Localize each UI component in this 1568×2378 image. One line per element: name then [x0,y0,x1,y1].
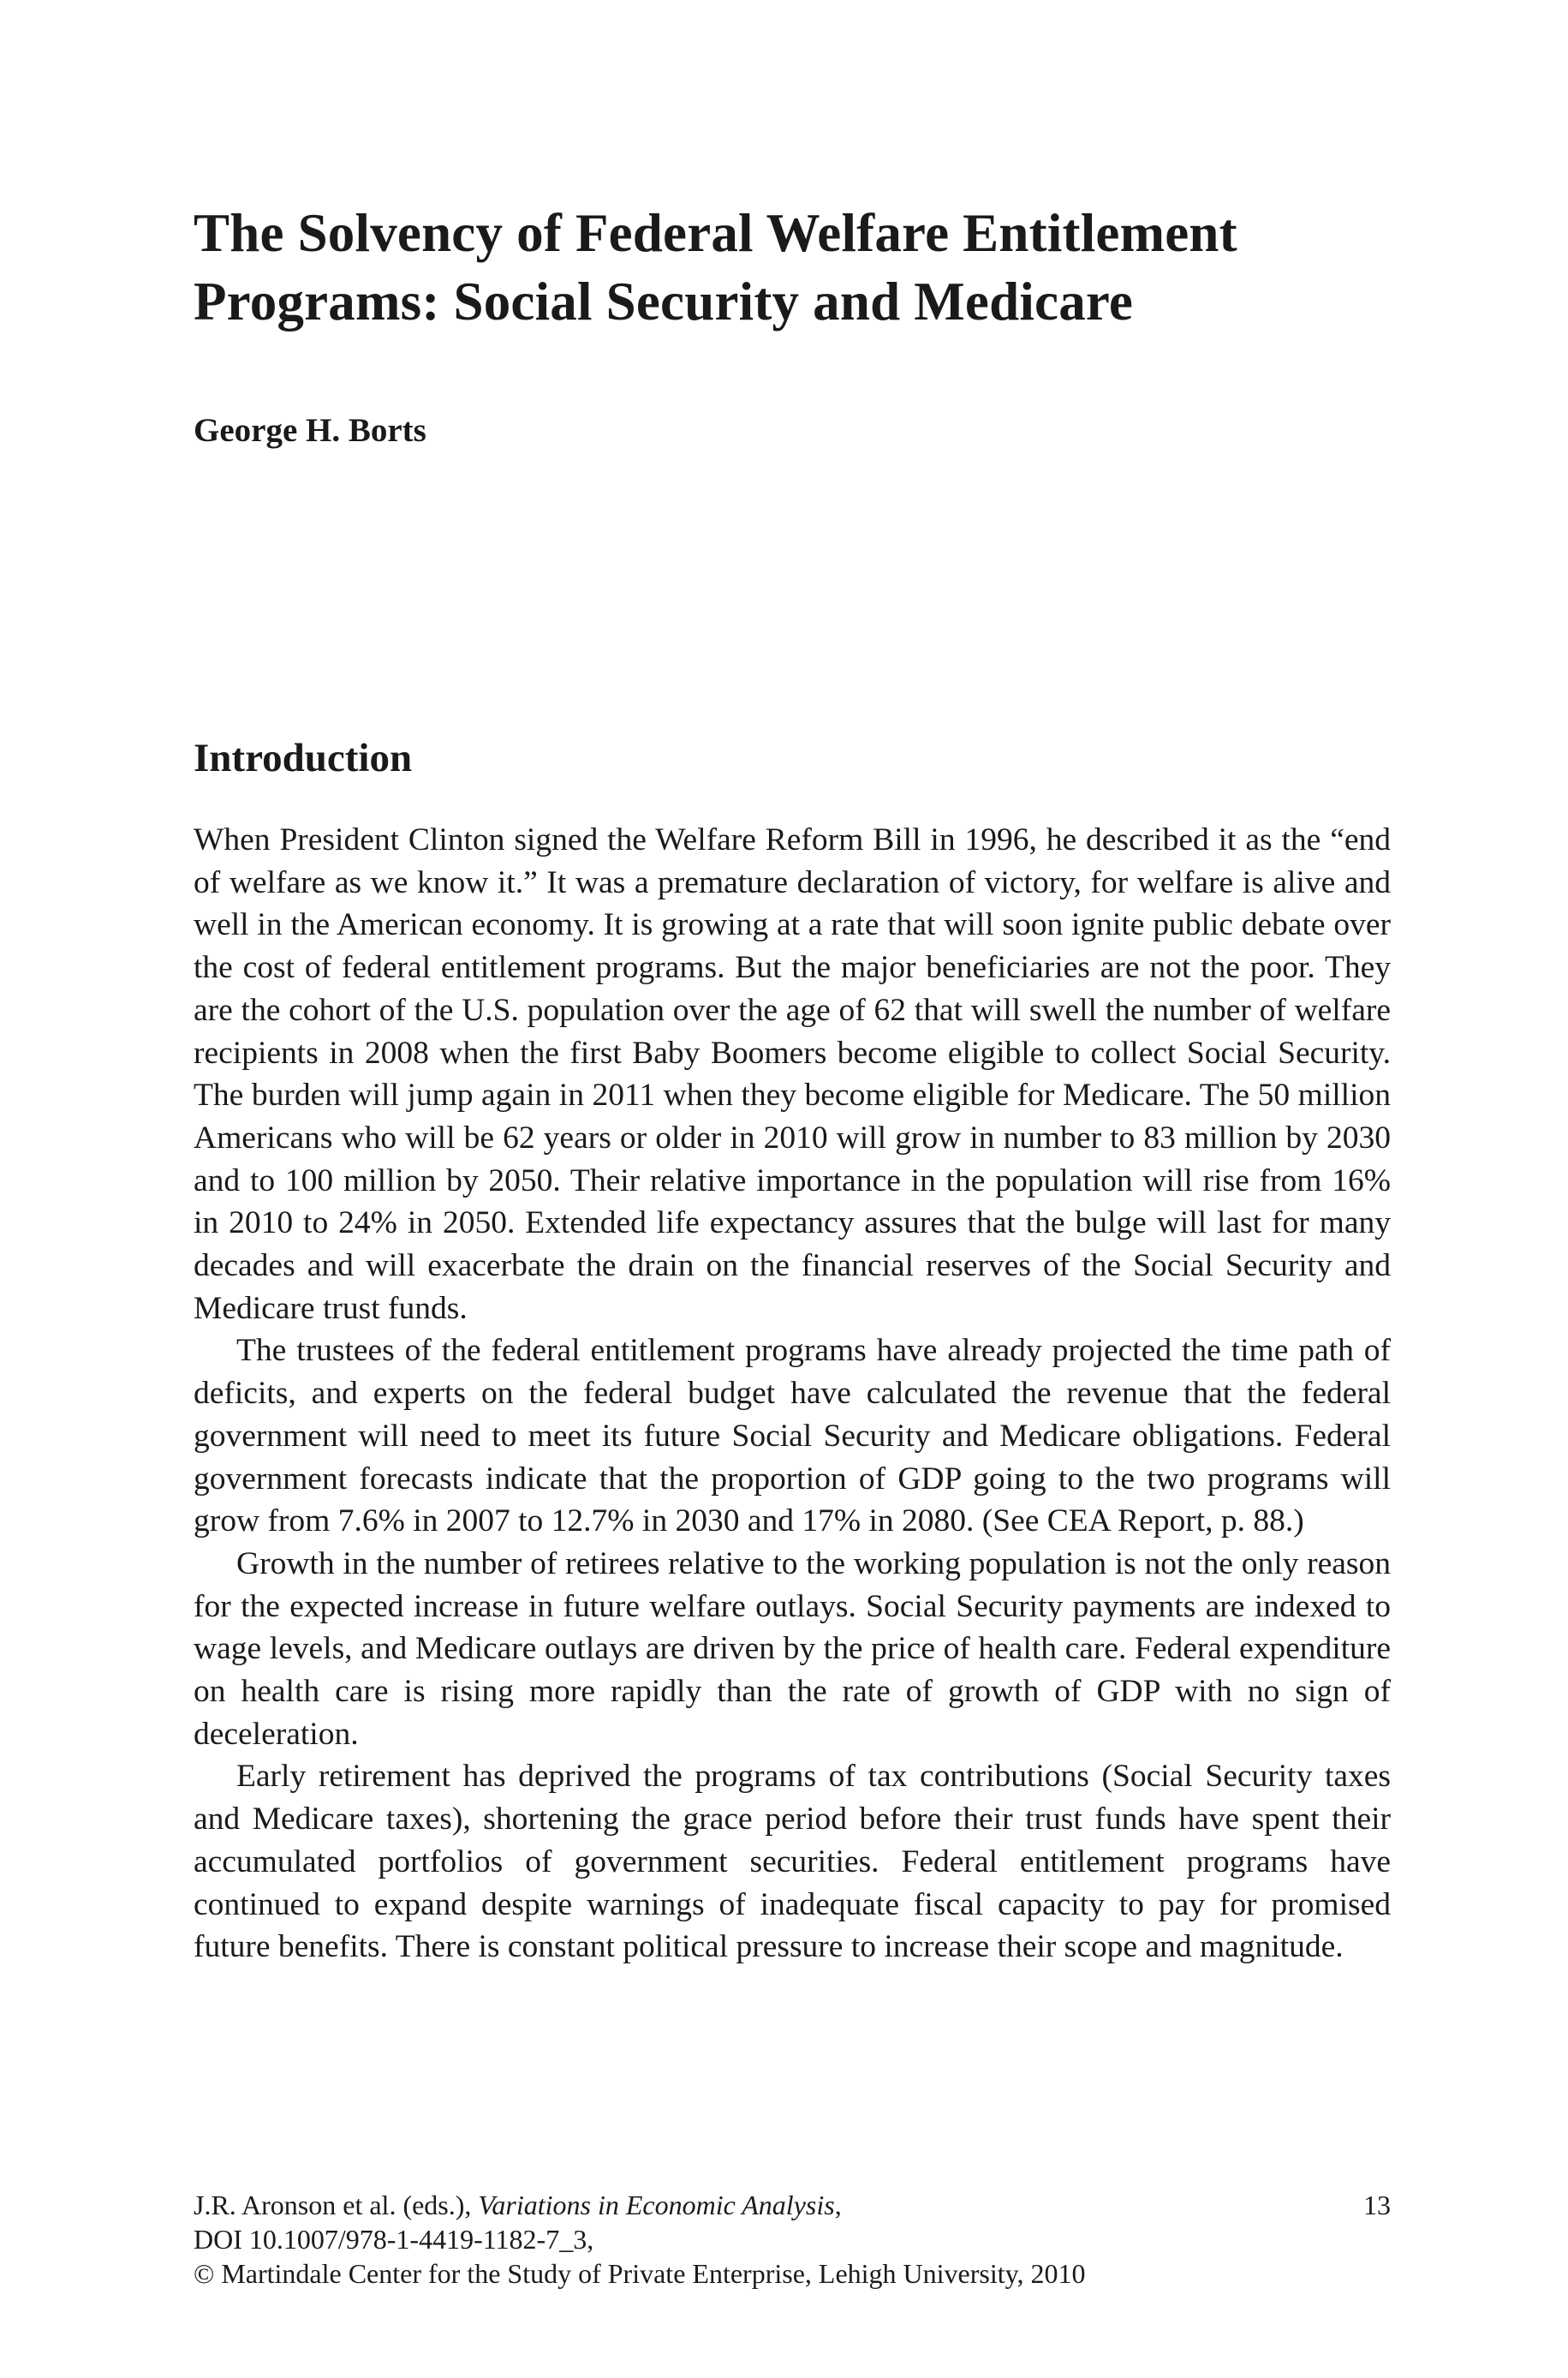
footer-editors: J.R. Aronson et al. (eds.), [194,2190,479,2220]
section-heading-introduction: Introduction [194,736,413,780]
paper-title [194,199,1410,336]
paper-title-line-1: The Solvency of Federal Welfare Entitlement [194,203,1237,263]
author-name: George H. Borts [194,412,426,449]
page-number: 13 [1363,2190,1391,2220]
paragraph-3: Growth in the number of retirees relative to the working population is not the only reason for the expected increase in future welfare outlays. Social Security payments are indexed to wage levels, and Medicare outlays are driven by the price of health care. Federal expenditure on health care is rising more rapidly than the rate of growth of GDP with no sign of deceleration. [194,1545,1391,1752]
paragraph-1: When President Clinton signed the Welfare Reform Bill in 1996, he described it as the “end of welfare as we know it.” It was a premature declaration of victory, for welfare is alive and well in the American economy. It is growing at a rate that will soon ignite public debate over the cost of federal entitlement programs. But the major beneficiaries are not the poor. They are the cohort of the U.S. population over the age of 62 that will swell the number of welfare recipients in 2008 when the first Baby Boomers become eligible to collect Social Security. The burden will jump again in 2011 when they become eligible for Medicare. The 50 million Americans who will be 62 years or older in 2010 will grow in number to 83 million by 2030 and to 100 million by 2050. Their relative importance in the population will rise from 16% in 2010 to 24% in 2050. Extended life expectancy assures that the bulge will last for many decades and will exacerbate the drain on the financial reserves of the Social Security and Medicare trust funds. [194,822,1391,1326]
paragraph-2: The trustees of the federal entitlement programs have already projected the time path of deficits, and experts on the federal budget have calculated the revenue that the federal government will need to meet its future Social Security and Medicare obligations. Federal government forecasts indicate that the proportion of GDP going to the two programs will grow from 7.6% in 2007 to 12.7% in 2030 and 17% in 2080. (See CEA Report, p. 88.) [194,1333,1391,1539]
page-footer [194,2188,1391,2291]
paper-title-line-2: Programs: Social Security and Medicare [194,272,1134,332]
body-text [194,819,1391,1969]
footer-doi: DOI 10.1007/978-1-4419-1182-7_3, [194,2224,594,2255]
footer-book-title: Variations in Economic Analysis [478,2190,835,2220]
footer-copyright: © Martindale Center for the Study of Private Enterprise, Lehigh University, 2010 [194,2258,1086,2289]
footer-citation [194,2188,1391,2222]
footer-editors-suffix: , [834,2190,842,2220]
paragraph-4: Early retirement has deprived the programs of tax contributions (Social Security taxes and Medicare taxes), shortening the grace period before their trust funds have spent their accumulated portfolios of government securities. Federal entitlement programs have continued to expand despite warnings of inadequate fiscal capacity to pay for promised future benefits. There is constant political pressure to increase their scope and magnitude. [194,1759,1391,1965]
